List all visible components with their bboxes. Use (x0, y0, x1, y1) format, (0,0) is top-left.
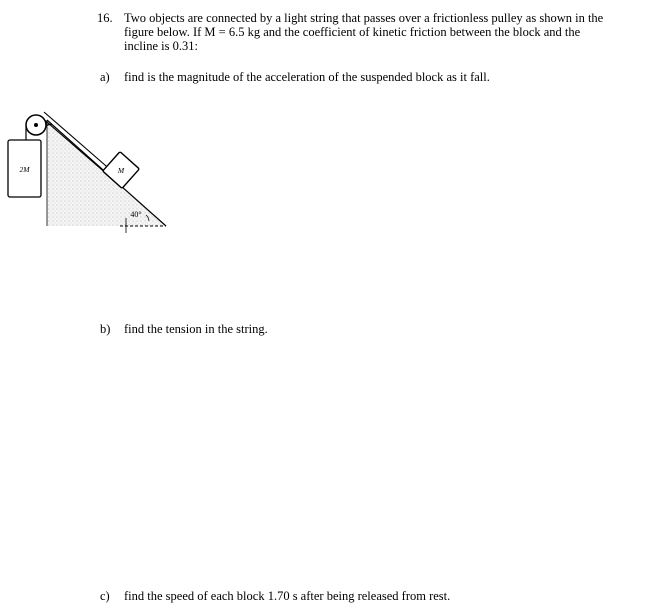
question-b-text: find the tension in the string. (124, 322, 268, 336)
incline-pulley-figure (0, 100, 190, 235)
incline-block-label: M (117, 166, 125, 175)
problem-number: 16. (97, 11, 113, 25)
angle-label: 40° (130, 210, 142, 219)
question-a-label: a) (100, 70, 110, 84)
pulley-axle (34, 123, 38, 127)
question-c-text: find the speed of each block 1.70 s after being released from rest. (124, 589, 451, 603)
hanging-block-label: 2M (19, 165, 30, 174)
question-a-text: find is the magnitude of the acceleration of the suspended block as it fall. (124, 70, 490, 84)
question-c-label: c) (100, 589, 110, 603)
problem-statement-line-3: incline is 0.31: (124, 39, 198, 53)
problem-statement-line-2: figure below. If M = 6.5 kg and the coefficient of kinetic friction between the block and the (124, 25, 581, 39)
problem-statement-line-1: Two objects are connected by a light string that passes over a frictionless pulley as shown in the (124, 11, 604, 25)
question-b-label: b) (100, 322, 111, 336)
